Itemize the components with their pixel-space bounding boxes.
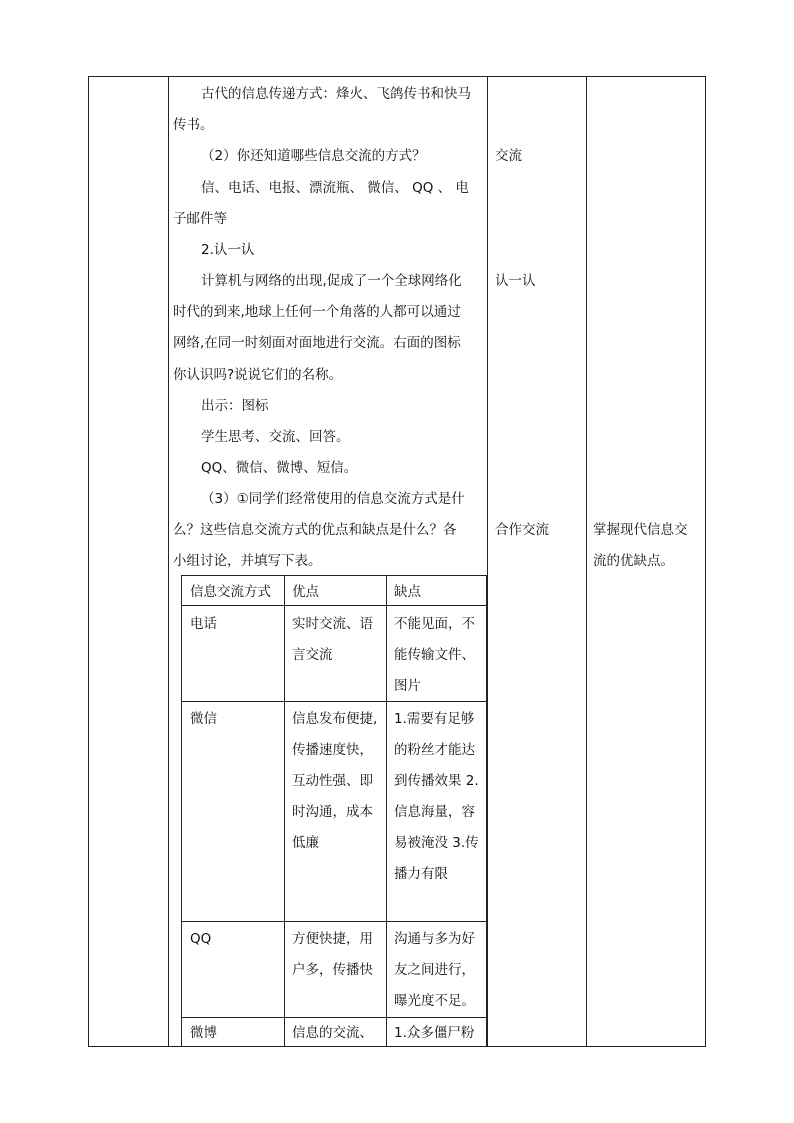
text-line: 计算机与网络的出现,促成了一个全球网络化 [201, 273, 462, 289]
table-cell: 信息的交流、 [292, 1025, 373, 1041]
text-line: 古代的信息传递方式：烽火、飞鸽传书和快马 [201, 86, 471, 102]
table-header: 缺点 [394, 584, 421, 600]
text-line: （2）你还知道哪些信息交流的方式？ [201, 148, 426, 164]
text-line: 子邮件等 [173, 211, 227, 227]
text-line: 么？这些信息交流方式的优点和缺点是什么？各 [173, 522, 457, 538]
text-line: 出示：图标 [201, 398, 269, 414]
text-line: 学生思考、交流、回答。 [201, 429, 350, 445]
comparison-table [181, 575, 487, 1047]
text-line: 你认识吗?说说它们的名称。 [173, 367, 343, 383]
text-line: （3）①同学们经常使用的信息交流方式是什 [201, 491, 465, 507]
table-cell: 信息发布便捷, 传播速度快， 互动性强、即 时沟通，成本 低廉 [292, 711, 378, 851]
student-activity-text: 交流 [495, 148, 522, 164]
table-row-divider [182, 605, 486, 606]
table-cell: 沟通与多为好 友之间进行， 曝光度不足。 [394, 931, 475, 1009]
table-cell: 实时交流、语 言交流 [292, 616, 373, 663]
text-line: 时代的到来,地球上任何一个角落的人都可以通过 [173, 304, 461, 320]
student-activity-text: 合作交流 [495, 522, 549, 538]
student-activity-text: 认一认 [495, 273, 536, 289]
design-intent-text: 流的优缺点。 [593, 553, 674, 569]
table-header: 优点 [292, 584, 319, 600]
table-cell: 微博 [190, 1025, 217, 1041]
column-divider [168, 77, 169, 1046]
text-line: 网络,在同一时刻面对面地进行交流。右面的图标 [173, 335, 461, 351]
text-line: 2.认一认 [201, 242, 255, 258]
table-column-divider [284, 576, 285, 1047]
table-cell: 方便快捷，用 户多，传播快 [292, 931, 373, 978]
table-header: 信息交流方式 [190, 584, 271, 600]
design-intent-text: 掌握现代信息交 [593, 522, 688, 538]
table-cell: 1.需要有足够 的粉丝才能达 到传播效果 2. 信息海量，容 易被淹没 3.传 播力有限 [394, 711, 479, 882]
table-row-divider [182, 921, 486, 922]
table-column-divider [386, 576, 387, 1047]
text-line: QQ、微信、微博、短信。 [201, 460, 358, 476]
table-cell: 不能见面，不 能传输文件、 图片 [394, 616, 475, 694]
table-cell: 电话 [190, 616, 217, 632]
text-line: 传书。 [173, 117, 214, 133]
column-divider [487, 77, 488, 1046]
text-line: 小组讨论，并填写下表。 [173, 553, 322, 569]
column-divider [586, 77, 587, 1046]
table-cell: 1.众多僵尸粉 [394, 1025, 475, 1041]
text-line: 信、电话、电报、漂流瓶、 微信、 QQ 、 电 [201, 180, 469, 196]
table-cell: QQ [190, 931, 212, 947]
table-cell: 微信 [190, 711, 217, 727]
